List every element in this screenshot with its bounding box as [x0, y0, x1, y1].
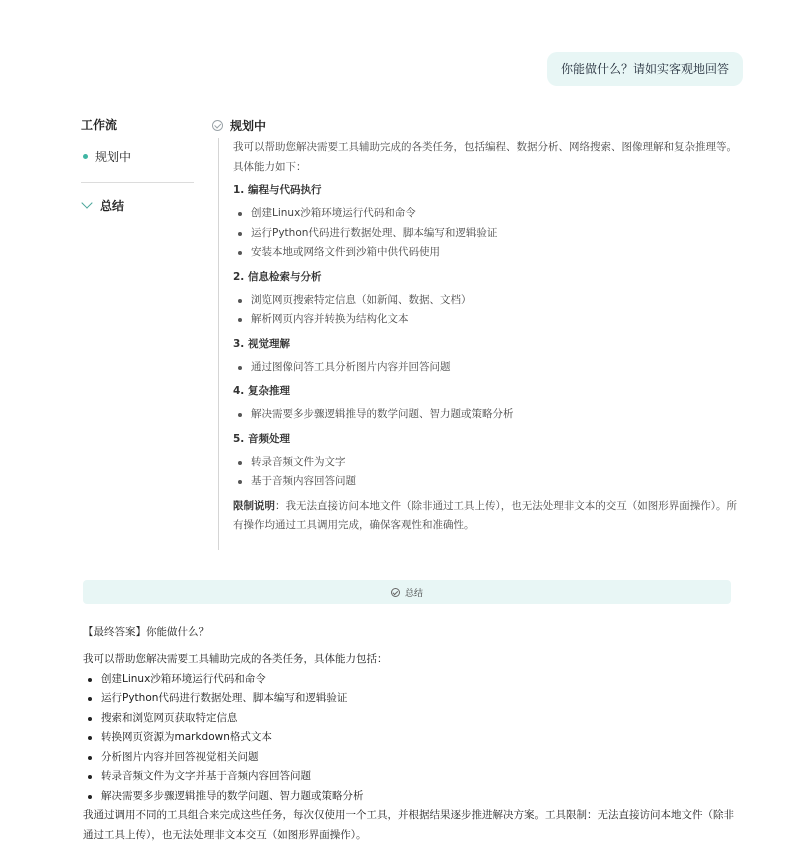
list-item: 搜索和浏览网页获取特定信息	[83, 709, 743, 729]
planning-section-title: 2. 信息检索与分析	[233, 270, 322, 283]
workflow-title: 工作流	[81, 118, 118, 132]
planning-section-title: 1. 编程与代码执行	[233, 184, 322, 196]
summary-bar[interactable]	[83, 580, 731, 604]
planning-sections	[233, 181, 740, 492]
planning-header-label: 规划中	[230, 118, 267, 133]
list-item: 基于音频内容回答问题	[233, 472, 740, 492]
chevron-down-icon	[81, 197, 92, 208]
list-item: 转换网页资源为markdown格式文本	[83, 728, 743, 748]
list-item: 解析网页内容并转换为结构化文本	[233, 310, 740, 330]
user-message-bubble: 你能做什么？请如实客观地回答	[547, 52, 743, 86]
final-answer-title: 【最终答案】你能做什么？	[83, 626, 209, 638]
workflow-summary-toggle[interactable]	[81, 196, 194, 214]
workflow-sidebar	[81, 116, 194, 214]
planning-section-list	[233, 291, 740, 330]
list-item: 转录音频文件为文字并基于音频内容回答问题	[83, 767, 743, 787]
list-item: 转录音频文件为文字	[233, 453, 740, 473]
planning-section-title: 4. 复杂推理	[233, 385, 290, 397]
final-answer	[83, 624, 743, 845]
final-answer-list	[83, 670, 743, 807]
workflow-step-label: 规划中	[95, 149, 132, 164]
workflow-summary-label: 总结	[100, 198, 125, 213]
planning-section-list	[233, 204, 740, 263]
planning-content	[218, 138, 740, 550]
status-dot-icon	[83, 154, 88, 159]
planning-section-title: 5. 音频处理	[233, 432, 290, 445]
list-item: 通过图像问答工具分析图片内容并回答问题	[233, 358, 740, 378]
check-circle-icon	[391, 588, 400, 597]
workflow-step-planning[interactable]	[81, 147, 194, 165]
limitation-note	[233, 497, 741, 536]
planning-intro: 我可以帮助您解决需要工具辅助完成的各类任务，包括编程、数据分析、网络搜索、图像理解和复杂推理等。具体能力如下：	[233, 141, 737, 173]
list-item: 浏览网页搜索特定信息（如新闻、数据、文档）	[233, 291, 740, 311]
sidebar-divider	[81, 182, 194, 183]
list-item: 创建Linux沙箱环境运行代码和命令	[233, 204, 740, 224]
planning-section-list	[233, 453, 740, 492]
list-item: 解决需要多步骤逻辑推导的数学问题、智力题或策略分析	[233, 405, 740, 425]
summary-bar-label: 总结	[404, 588, 423, 599]
planning-header[interactable]	[212, 116, 266, 134]
check-circle-icon	[212, 120, 223, 131]
limitation-text: ：我无法直接访问本地文件（除非通过工具上传），也无法处理非文本的交互（如图形界面操作）。所有操作均通过工具调用完成，确保客观性和准确性。	[233, 499, 737, 531]
planning-section-list	[233, 405, 740, 425]
planning-section-list	[233, 358, 740, 378]
list-item: 安装本地或网络文件到沙箱中供代码使用	[233, 243, 740, 263]
list-item: 运行Python代码进行数据处理、脚本编写和逻辑验证	[83, 689, 743, 709]
limitation-label: 限制说明	[233, 499, 275, 512]
list-item: 运行Python代码进行数据处理、脚本编写和逻辑验证	[233, 224, 740, 244]
list-item: 创建Linux沙箱环境运行代码和命令	[83, 670, 743, 690]
final-answer-note: 我通过调用不同的工具组合来完成这些任务，每次仅使用一个工具，并根据结果逐步推进解决方案。工具限制：无法直接访问本地文件（除非通过工具上传），也无法处理非文本交互（如图形界面操作）。	[83, 809, 734, 841]
planning-section-title: 3. 视觉理解	[233, 337, 290, 350]
list-item: 解决需要多步骤逻辑推导的数学问题、智力题或策略分析	[83, 787, 743, 807]
list-item: 分析图片内容并回答视觉相关问题	[83, 748, 743, 768]
final-answer-lead: 我可以帮助您解决需要工具辅助完成的各类任务，具体能力包括：	[83, 653, 388, 665]
